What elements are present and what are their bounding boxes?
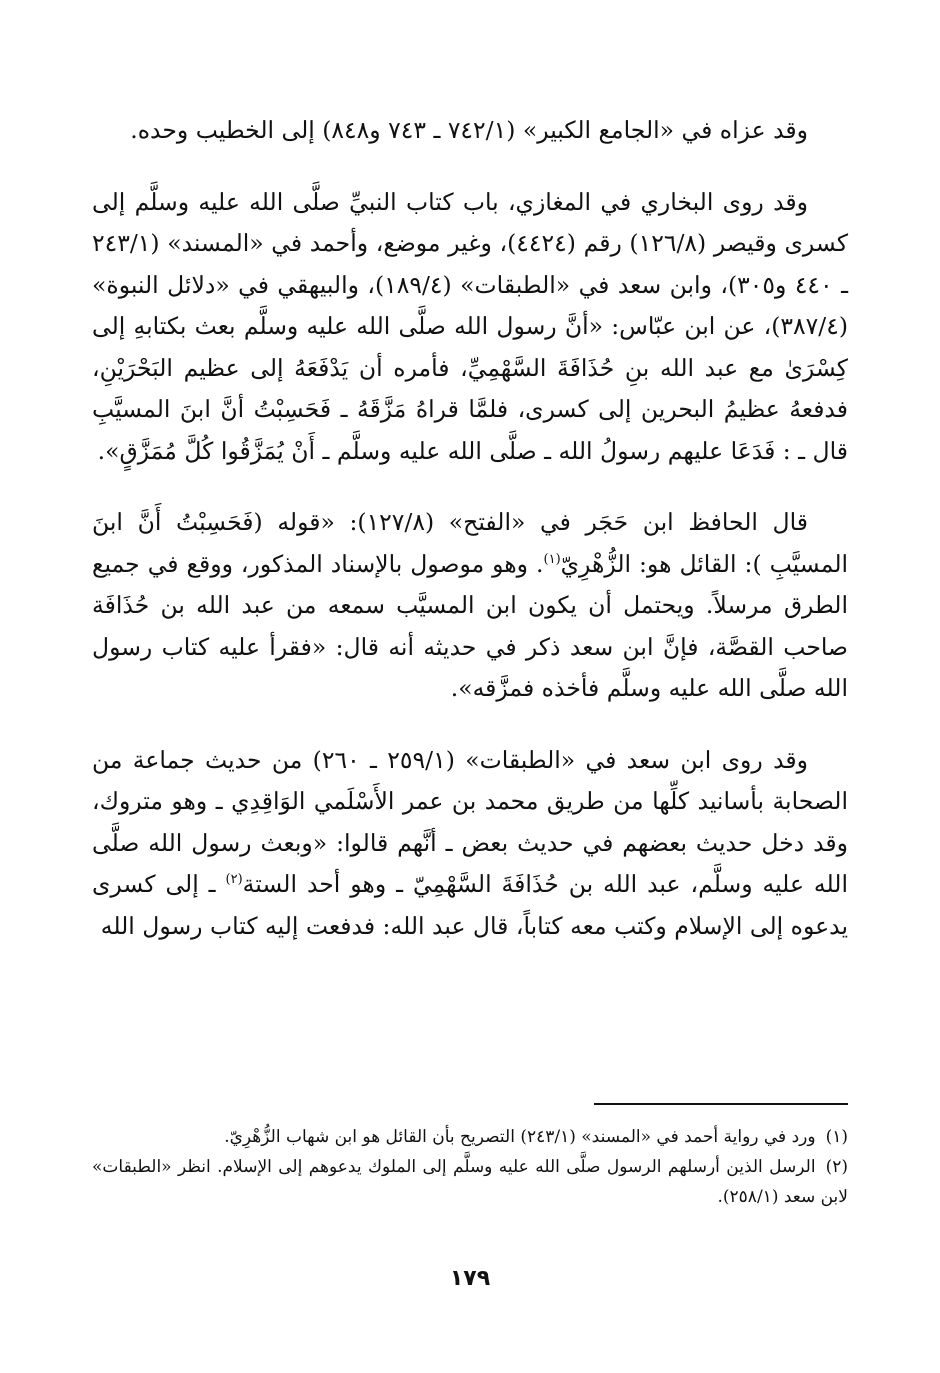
paragraph-text: قال الحافظ ابن حَجَر في «الفتح» (١٢٧/٨): «قوله (فَحَسِبْتُ أَنَّ ابنَ المسيَّبِ ): القائل هو: الزُّهْرِيّ bbox=[92, 508, 849, 578]
footnote-number: (٢) bbox=[825, 1157, 848, 1177]
paragraph-text: وقد روى ابن سعد في «الطبقات» (٢٥٩/١ ـ ٢٦٠) من حديث جماعة من الصحابة بأسانيد كلِّها من طريق محمد بن عمر الأَسْلَمي الوَاقِدِي ـ وهو متروك، وقد دخل حديث بعضهم في حديث بعض ـ أنَّهم قالوا: «وبعث رسول الله صلَّى الله عليه وسلَّم، عبد الله بن حُذَافَةَ السَّهْمِيّ ـ وهو أحد الستة bbox=[92, 745, 848, 898]
paragraph bbox=[92, 182, 848, 473]
footnote-reference: (٢) bbox=[225, 872, 243, 888]
paragraph-text: وقد روى البخاري في المغازي، باب كتاب النبيِّ صلَّى الله عليه وسلَّم إلى كسرى وقيصر (١٢٦/٨) رقم (٤٤٢٤)، وغير موضع، وأحمد في «المسند» (٢٤٣/١ ـ ٤٤٠ و٣٠٥)، وابن سعد في «الطبقات» (١٨٩/٤)، والبيهقي في «دلائل النبوة» (٣٨٧/٤)، عن ابن عبّاس: «أنَّ رسول الله صلَّى الله عليه وسلَّم بعث بكتابهِ إلى كِسْرَىٰ مع عبد الله بنِ حُذَافَةَ السَّهْمِيِّ، فأمره أن يَدْفَعَهُ إلى عظيم البَحْرَيْنِ، فدفعهُ عظيمُ البحرين إلى كسرى، فلمَّا قراهُ مَزَّقَهُ ـ فَحَسِبْتُ أنَّ ابنَ المسيَّبِ قال ـ : فَدَعَا عليهم رسولُ الله ـ صلَّى الله عليه وسلَّم ـ أَنْ يُمَزَّقُوا كُلَّ مُمَزَّقٍ». bbox=[92, 187, 849, 465]
footnote bbox=[92, 1122, 848, 1152]
footnote-text: الرسل الذين أرسلهم الرسول صلَّى الله عليه وسلَّم إلى الملوك يدعوهم إلى الإسلام. انظر «الطبقات» لابن سعد (٢٥٨/١). bbox=[92, 1157, 848, 1207]
footnote-text: ورد في رواية أحمد في «المسند» (٢٤٣/١) التصريح بأن القائل هو ابن شهاب الزُّهْرِيّ. bbox=[224, 1127, 816, 1147]
paragraph-text: . وهو موصول بالإسناد المذكور، ووقع في جميع الطرق مرسلاً. ويحتمل أن يكون ابن المسيَّب سمعه من عبد الله بن حُذَافَة صاحب القصَّة، فإنَّ ابن سعد ذكر في حديثه أنه قال: «فقرأ عليه كتاب رسول الله صلَّى الله عليه وسلَّم فأخذه فمزَّقه». bbox=[92, 549, 848, 702]
page-number: ١٧٩ bbox=[449, 1266, 491, 1291]
footnote bbox=[92, 1152, 848, 1212]
footnote-reference: (١) bbox=[543, 551, 561, 567]
footnotes bbox=[92, 1122, 848, 1212]
paragraph-text: ـ إلى كسرى يدعوه إلى الإسلام وكتب معه كتاباً، قال عبد الله: فدفعت إليه كتاب رسول الله bbox=[92, 870, 848, 940]
paragraph bbox=[92, 740, 848, 948]
paragraph-text: وقد عزاه في «الجامع الكبير» (٧٤٢/١ ـ ٧٤٣ و٨٤٨) إلى الخطيب وحده. bbox=[130, 116, 808, 144]
paragraph bbox=[92, 110, 848, 152]
footnote-number: (١) bbox=[825, 1127, 848, 1147]
footnote-separator bbox=[594, 1103, 848, 1105]
main-text bbox=[92, 110, 848, 977]
paragraph bbox=[92, 502, 848, 710]
